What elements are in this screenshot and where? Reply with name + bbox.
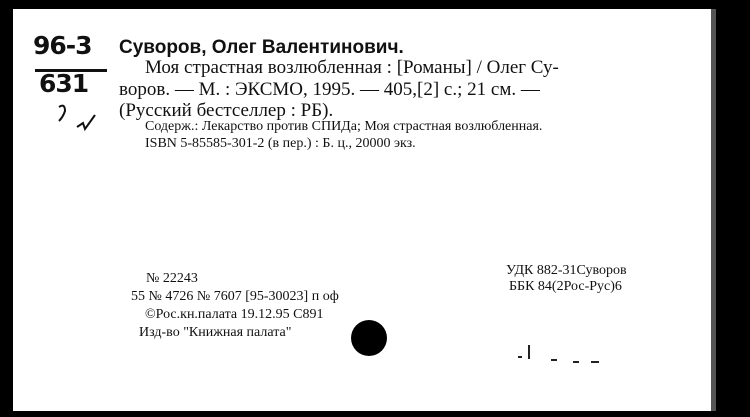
order-line (131, 289, 339, 305)
catalog-card (13, 9, 711, 411)
udk-code: УДК 882-31Суворов (506, 263, 627, 278)
order-prefix: 55 (131, 289, 145, 304)
contents-note: Содерж.: Лекарство против СПИДа; Моя страстная возлюбленная. (145, 119, 543, 134)
punch-hole (351, 320, 387, 356)
order-number-2: № 7607 (196, 289, 242, 304)
dash-mark (528, 345, 530, 359)
shelfmark-top: 96-3 (33, 31, 92, 60)
title-line-1: Моя страстная возлюбленная : [Романы] / Олег Су- (145, 57, 559, 78)
handwritten-mark-icon (51, 99, 101, 139)
bbk-code: ББК 84(2Рос-Рус)6 (509, 279, 622, 294)
title-line-3: (Русский бестселлер : РБ). (119, 100, 334, 121)
dash-mark (551, 359, 557, 361)
card-number: № 22243 (146, 271, 198, 286)
order-code: [95-30023] п оф (245, 289, 339, 304)
title-line-2: воров. — М. : ЭКСМО, 1995. — 405,[2] с.; 21 см. — (119, 79, 540, 100)
card-author: Суворов, Олег Валентинович. (119, 37, 404, 58)
order-number-1: № 4726 (148, 289, 194, 304)
dash-mark (518, 356, 522, 358)
isbn-line: ISBN 5-85585-301-2 (в пер.) : Б. ц., 20000 экз. (145, 136, 416, 151)
copyright-line: ©Рос.кн.палата 19.12.95 C891 (145, 307, 324, 322)
shelfmark-bottom: 631 (39, 69, 89, 98)
dash-mark (591, 361, 599, 363)
dash-mark (573, 361, 579, 363)
card-edge-shadow (711, 9, 716, 411)
publisher-line: Изд-во "Книжная палата" (139, 325, 292, 340)
